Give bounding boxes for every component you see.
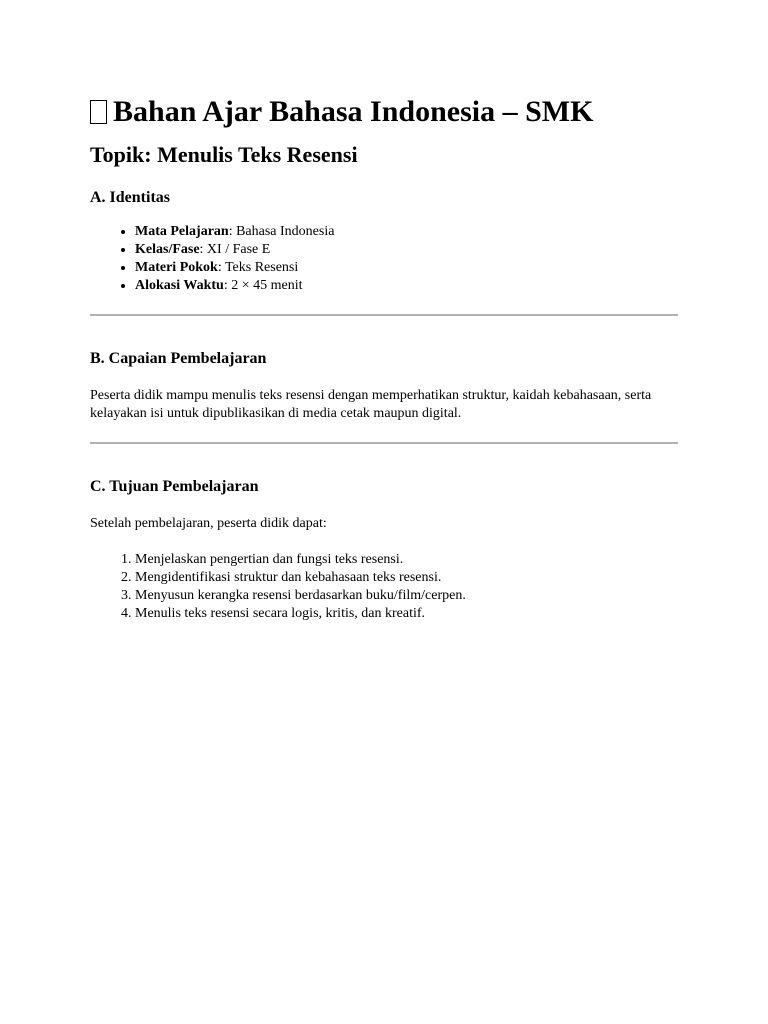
identity-value: : Bahasa Indonesia: [228, 224, 335, 239]
section-c-heading: C. Tujuan Pembelajaran: [90, 478, 259, 495]
list-item: [135, 259, 678, 277]
list-item: [135, 241, 678, 259]
identity-label: Materi Pokok: [135, 260, 218, 275]
identity-label: Alokasi Waktu: [135, 278, 224, 293]
list-item: 1. Menjelaskan pengertian dan fungsi teks resensi.: [135, 551, 678, 569]
list-item: [135, 223, 678, 241]
identity-value: : Teks Resensi: [217, 260, 299, 275]
goals-list: [90, 551, 678, 623]
identity-label: Mata Pelajaran: [135, 224, 229, 239]
section-a-heading: A. Identitas: [90, 189, 171, 206]
list-item: 2. Mengidentifikasi struktur dan kebahasaan teks resensi.: [135, 569, 678, 587]
section-c-intro: Setelah pembelajaran, peserta didik dapat:: [90, 516, 327, 531]
section-b-body: Peserta didik mampu menulis teks resensi dengan memperhatikan struktur, kaidah kebahasaan, serta kelayakan isi untuk dipublikasikan di media cetak maupun digital.: [90, 388, 652, 421]
missing-glyph-icon: [90, 100, 107, 124]
identity-value: : XI / Fase E: [199, 242, 271, 257]
page-title: [90, 0, 678, 131]
identity-list: [90, 223, 678, 295]
list-item: 4. Menulis teks resensi secara logis, kritis, dan kreatif.: [135, 605, 678, 623]
topic-heading: Topik: Menulis Teks Resensi: [90, 142, 358, 167]
identity-value: : 2 × 45 menit: [223, 278, 303, 293]
list-item: [135, 277, 678, 295]
page-title-text: Bahan Ajar Bahasa Indonesia – SMK: [113, 95, 594, 128]
divider: [90, 314, 678, 316]
identity-label: Kelas/Fase: [135, 242, 200, 257]
divider: [90, 442, 678, 444]
list-item: 3. Menyusun kerangka resensi berdasarkan buku/film/cerpen.: [135, 587, 678, 605]
section-b-heading: B. Capaian Pembelajaran: [90, 350, 267, 367]
